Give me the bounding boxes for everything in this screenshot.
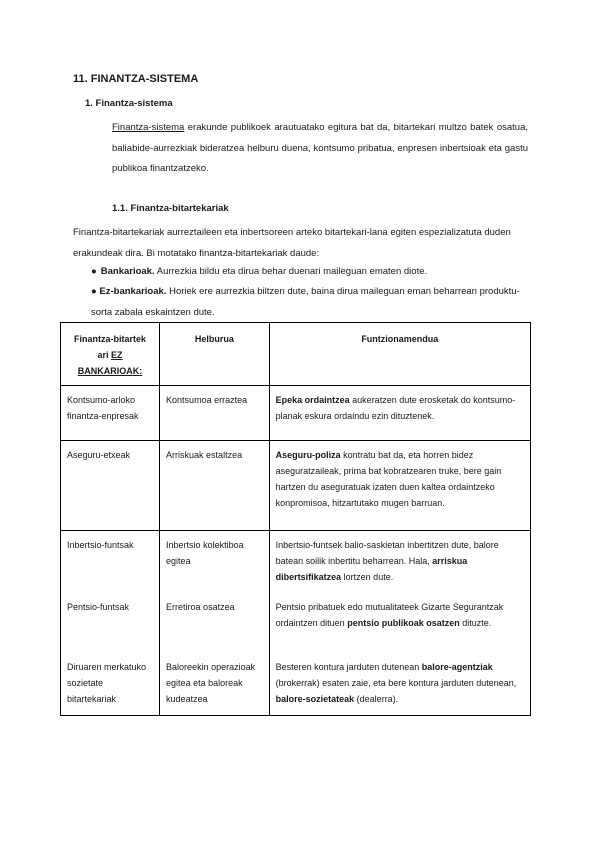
table-row [61, 531, 531, 716]
list-item-term: Bankarioak. [100, 266, 155, 277]
definition-paragraph [112, 118, 528, 180]
section-heading: 1. Finantza-sistema [85, 98, 173, 109]
intermediaries-table [60, 322, 531, 716]
cell-goal: Arriskuak estaltzea [160, 441, 270, 531]
cell-name: Pentsio-funtsak [67, 602, 130, 612]
cell-goal: Kontsumoa erraztea [160, 386, 270, 441]
list-item [91, 282, 521, 323]
cell-goal-group [160, 531, 270, 716]
cell-goal: Inbertsio kolektiboa egitea [166, 540, 244, 566]
table-row [61, 441, 531, 531]
cell-name: Aseguru-etxeak [61, 441, 160, 531]
cell-name: Inbertsio-funtsak [67, 540, 134, 550]
bullet-icon: ● [91, 286, 97, 297]
cell-operation: Aseguru-poliza kontratu bat da, eta horren bidez aseguratzaileak, prima bat kobratzearen truke, bere gain hartzen du aseguratuak izaten duen kaltea ordaintzeko konpromisoa, hitzartutako mugen barruan. [269, 441, 530, 531]
table-header-row [61, 323, 531, 386]
header-operation: Funtzionamendua [269, 323, 530, 386]
header-intermediary: Finantza-bitartek ari EZ BANKARIOAK: [61, 323, 160, 386]
defined-term: Finantza-sistema [112, 122, 185, 133]
cell-operation-group [269, 531, 530, 716]
list-item-text: Aurrezkia bildu eta dirua behar duenari maileguan ematen diote. [154, 266, 428, 277]
list-item [91, 262, 427, 283]
cell-operation: Epeka ordaintzea aukeratzen dute erosketak do kontsumo-planak eskura ordaindu ezin dituztenek. [269, 386, 530, 441]
table-row [61, 386, 531, 441]
cell-name: Diruaren merkatuko sozietate bitartekariak [67, 662, 147, 704]
cell-operation: Besteren kontura jarduten dutenean balore-agentziak (brokerrak) esaten zaie, eta bere kontura jarduten dutenean, balore-sozietateak (dealerra). [275, 662, 517, 704]
page-title: 11. FINANTZA-SISTEMA [73, 73, 199, 85]
cell-goal: Baloreekin operazioak egitea eta baloreak kudeatzea [166, 662, 256, 704]
list-item-term: Ez-bankarioak. [99, 286, 167, 297]
intro-paragraph: Finantza-bitartekariak aurreztaileen eta inbertsoreen arteko bitartekari-lana egiten espezializatuta duden erakundeak dira. Bi motatako finantza-bitartekariak daude: [73, 227, 511, 259]
bullet-icon: ● [91, 266, 97, 277]
cell-operation: Pentsio pribatuek edo mutualitateek Gizarte Segurantzak ordaintzen dituen pentsio publikoak osatzen dituzte. [275, 602, 504, 628]
list-item-text: Horiek ere aurrezkia biltzen dute, baina dirua maileguan eman beharrean produktu-sorta zabala eskaintzen dute. [91, 286, 520, 318]
subsection-heading: 1.1. Finantza-bitartekariak [112, 203, 229, 214]
cell-name: Kontsumo-arloko finantza-enpresak [61, 386, 160, 441]
cell-operation: Inbertsio-funtsek balio-saskietan inbertitzen dute, balore batean soilik inbertitu beharrean. Hala, arriskua dibertsifikatzea lortzen dute. [275, 540, 499, 582]
cell-goal: Erretiroa osatzea [166, 602, 235, 612]
definition-text: erakunde publikoek arautuatako egitura bat da, bitartekari multzo batek osatua, baliabide-aurrezkiak bideratzea helburu duena, kontsumo pribatua, enpresen inbertsioak eta gastu publikoa finantzatzeko. [112, 122, 528, 174]
header-goal: Helburua [160, 323, 270, 386]
cell-name-group [61, 531, 160, 716]
